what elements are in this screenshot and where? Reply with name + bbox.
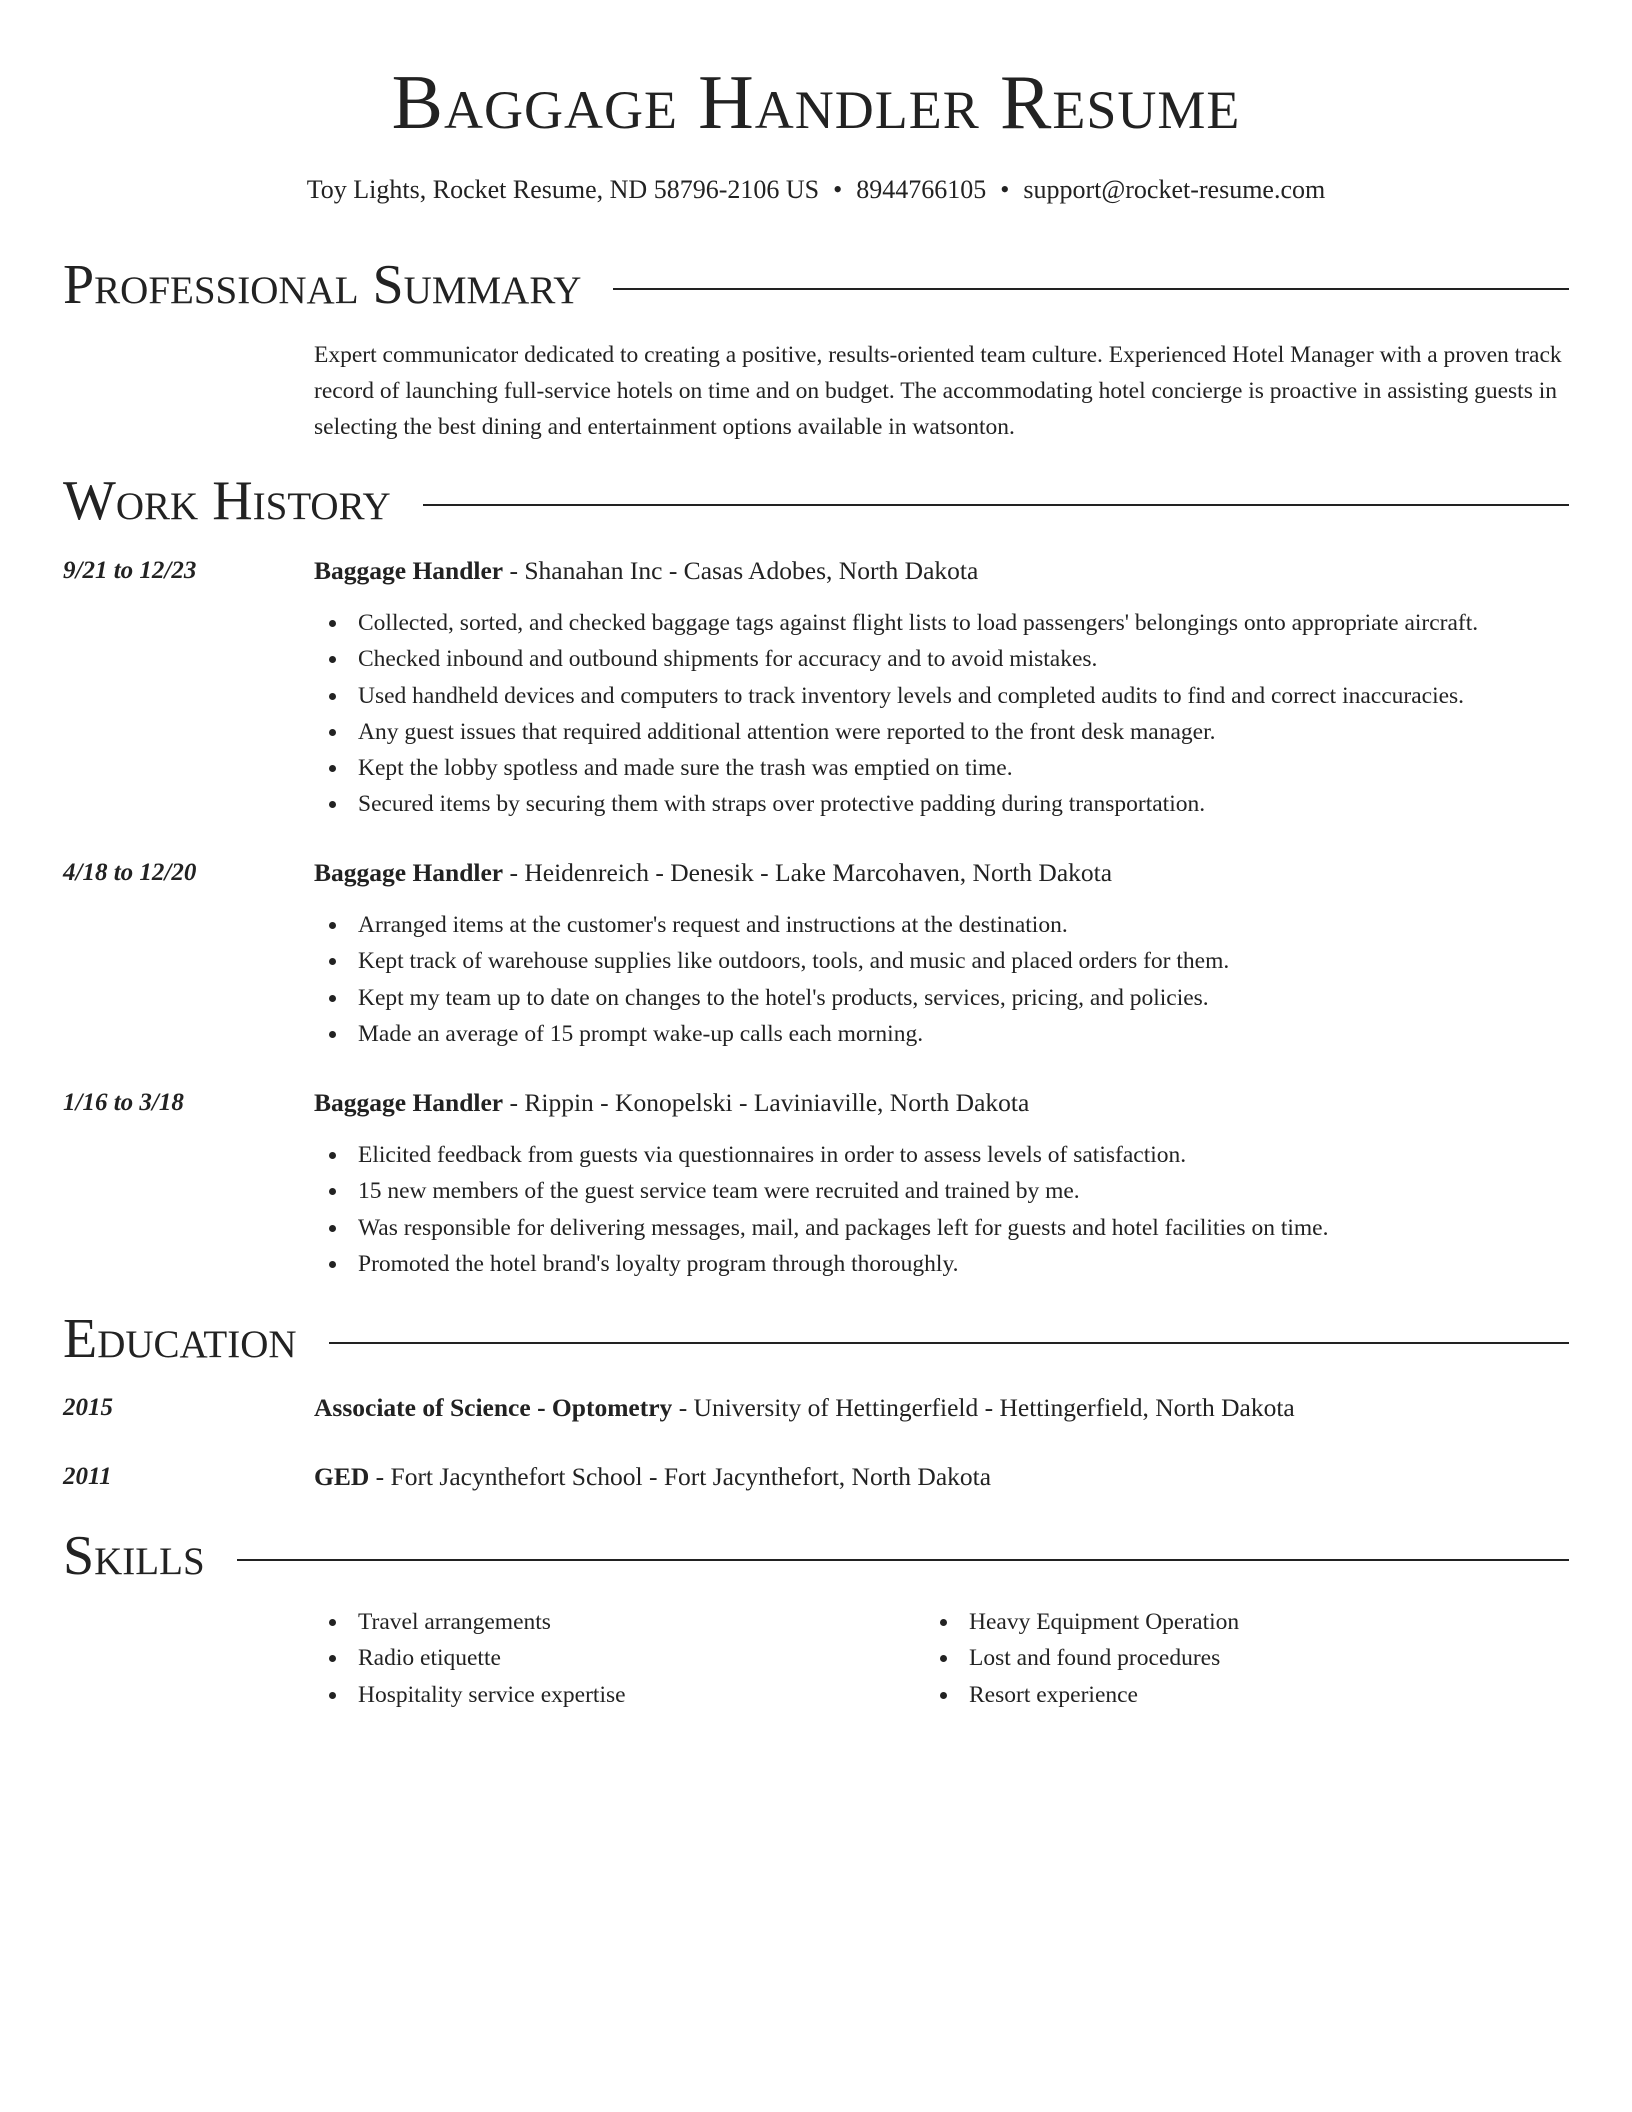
education-section-header (63, 1304, 1569, 1374)
summary-section-title: Professional Summary (63, 254, 582, 316)
education-section-title: Education (63, 1308, 297, 1370)
work-section-header (63, 466, 1569, 536)
summary-text: Expert communicator dedicated to creating a positive, results-oriented team culture. Experienced Hotel Manager with a proven track record of launching full-service hotels on time and on budget. The accommodating hotel concierge is proactive in assisting guests in selecting the best dining and entertainment options available in watsonton. (314, 342, 1562, 440)
skill-item: Radio etiquette (358, 1640, 874, 1676)
contact-email: support@rocket-resume.com (1023, 175, 1326, 204)
job-bullet: Elicited feedback from guests via questionnaires in order to assess levels of satisfaction. (358, 1137, 1569, 1173)
education-degree: GED (314, 1462, 370, 1491)
job-details: - Rippin - Konopelski - Laviniaville, North Dakota (503, 1088, 1030, 1117)
contact-separator: • (1000, 175, 1010, 204)
skills-list-left (314, 1604, 874, 1713)
job-dates: 4/18 to 12/20 (63, 859, 197, 886)
skill-item: Resort experience (969, 1677, 1485, 1713)
section-divider (613, 288, 1569, 290)
job-bullet: Checked inbound and outbound shipments for accuracy and to avoid mistakes. (358, 641, 1569, 677)
job-bullet: Promoted the hotel brand's loyalty program through thoroughly. (358, 1246, 1569, 1282)
skill-item: Lost and found procedures (969, 1640, 1485, 1676)
skill-item: Hospitality service expertise (358, 1677, 874, 1713)
job-role: Baggage Handler (314, 556, 504, 585)
job-dates: 9/21 to 12/23 (63, 557, 197, 584)
skill-item: Heavy Equipment Operation (969, 1604, 1485, 1640)
job-bullet: Kept the lobby spotless and made sure the trash was emptied on time. (358, 750, 1569, 786)
section-divider (329, 1342, 1569, 1344)
summary-section-header (63, 250, 1569, 320)
job-details: - Shanahan Inc - Casas Adobes, North Dakota (503, 556, 979, 585)
job-bullet: Kept track of warehouse supplies like outdoors, tools, and music and placed orders for them. (358, 943, 1569, 979)
section-divider (237, 1559, 1569, 1561)
skills-section-header (63, 1521, 1569, 1591)
job-role: Baggage Handler (314, 1088, 504, 1117)
job-bullet: Was responsible for delivering messages, mail, and packages left for guests and hotel facilities on time. (358, 1210, 1569, 1246)
job-title-line (314, 553, 1569, 589)
contact-address: Toy Lights, Rocket Resume, ND 58796-2106 US (306, 175, 820, 204)
job-bullets (314, 1137, 1569, 1282)
skill-item: Travel arrangements (358, 1604, 874, 1640)
job-bullet: Used handheld devices and computers to track inventory levels and completed audits to find and correct inaccuracies. (358, 678, 1569, 714)
education-line (314, 1390, 1569, 1426)
job-bullets (314, 605, 1569, 823)
job-bullet: Made an average of 15 prompt wake-up calls each morning. (358, 1016, 1569, 1052)
job-bullet: Collected, sorted, and checked baggage tags against flight lists to load passengers' belongings onto appropriate aircraft. (358, 605, 1569, 641)
job-bullet: Arranged items at the customer's request and instructions at the destination. (358, 907, 1569, 943)
job-details: - Heidenreich - Denesik - Lake Marcohaven, North Dakota (503, 858, 1113, 887)
education-line (314, 1459, 1569, 1495)
job-dates: 1/16 to 3/18 (63, 1089, 184, 1116)
education-details: - Fort Jacynthefort School - Fort Jacynthefort, North Dakota (369, 1462, 992, 1491)
job-title-line (314, 1085, 1569, 1121)
job-role: Baggage Handler (314, 858, 504, 887)
section-divider (423, 504, 1569, 506)
job-title-line (314, 855, 1569, 891)
contact-separator: • (833, 175, 843, 204)
contact-phone: 8944766105 (856, 175, 987, 204)
job-bullet: 15 new members of the guest service team were recruited and trained by me. (358, 1173, 1569, 1209)
education-year: 2015 (63, 1394, 113, 1421)
job-bullet: Any guest issues that required additional attention were reported to the front desk manager. (358, 714, 1569, 750)
job-bullets (314, 907, 1569, 1052)
resume-title: Baggage Handler Resume (391, 59, 1241, 145)
education-degree: Associate of Science - Optometry (314, 1393, 673, 1422)
skills-list-right (925, 1604, 1485, 1713)
skills-section-title: Skills (63, 1525, 205, 1587)
education-year: 2011 (63, 1463, 112, 1490)
job-bullet: Kept my team up to date on changes to the hotel's products, services, pricing, and policies. (358, 980, 1569, 1016)
job-bullet: Secured items by securing them with straps over protective padding during transportation. (358, 786, 1569, 822)
work-section-title: Work History (63, 470, 391, 532)
contact-line (0, 172, 1632, 208)
education-details: - University of Hettingerfield - Hettingerfield, North Dakota (672, 1393, 1295, 1422)
